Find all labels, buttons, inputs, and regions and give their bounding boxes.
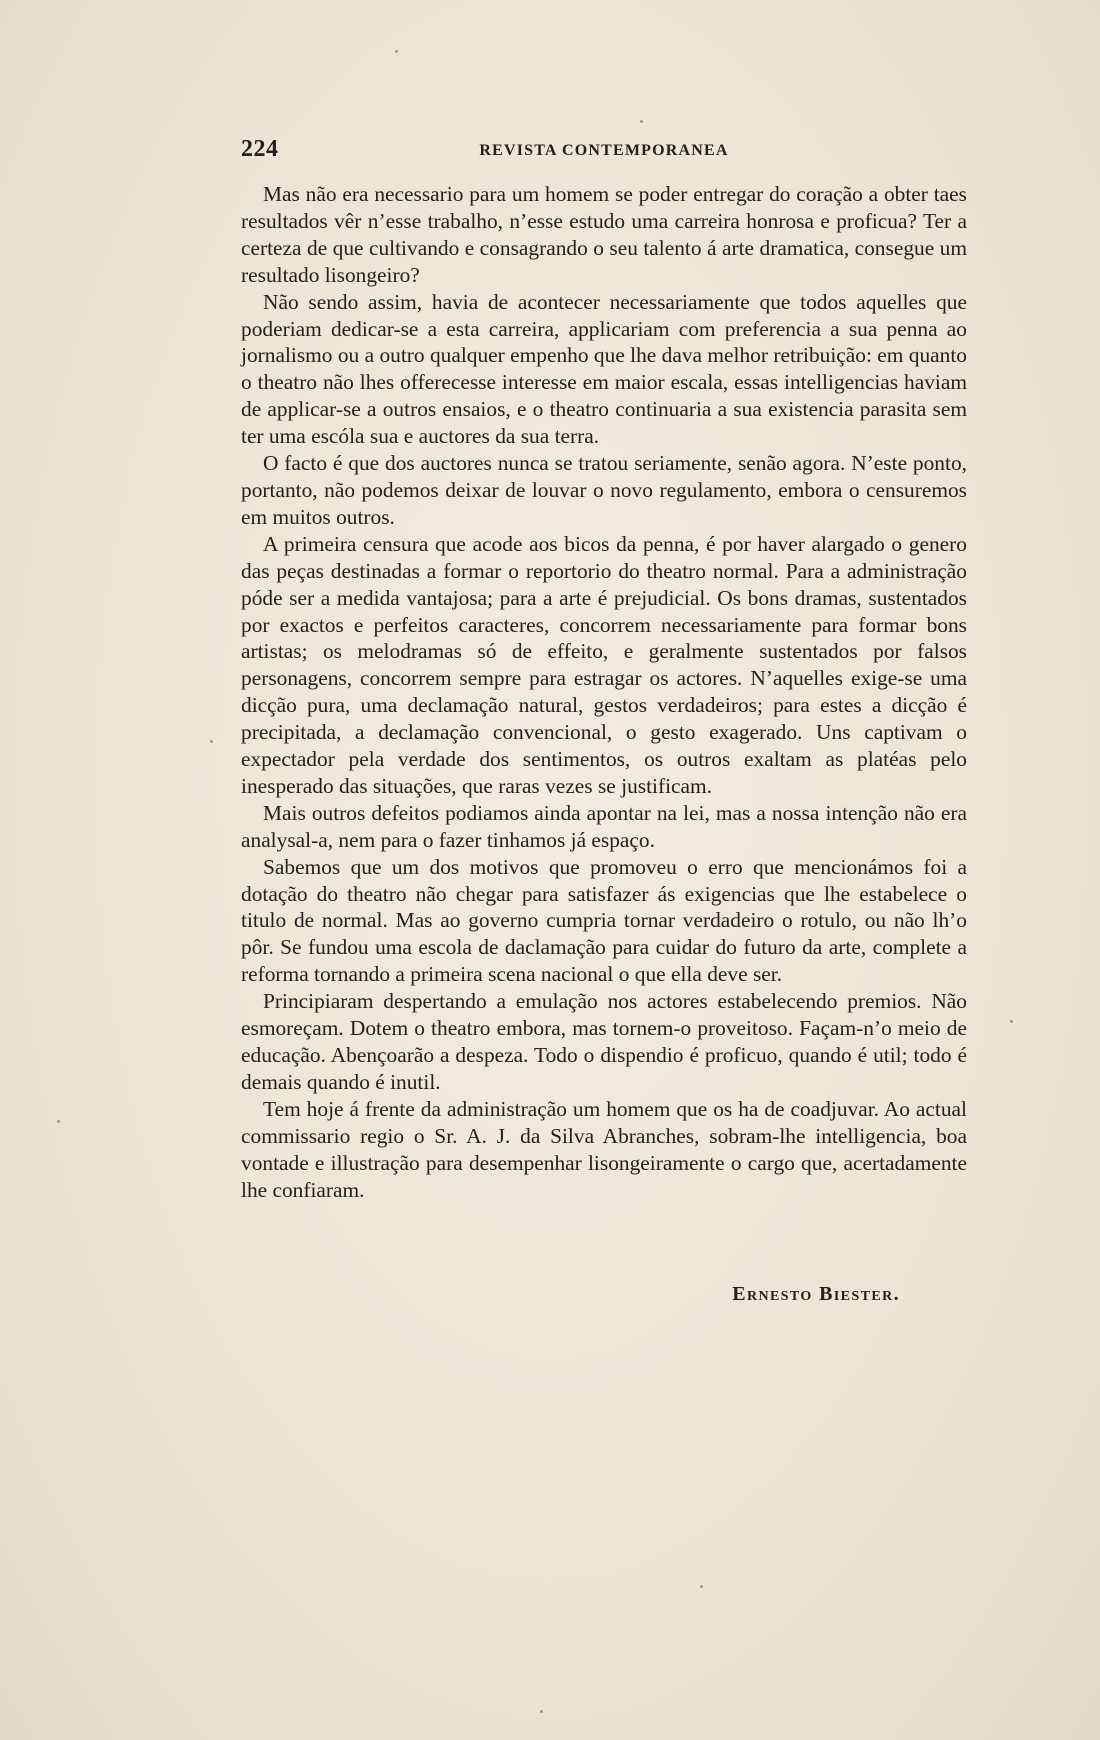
article-body xyxy=(241,181,967,1203)
author-name: Ernesto Biester. xyxy=(732,1283,900,1305)
author-signature xyxy=(600,1283,900,1306)
paragraph-4: A primeira censura que acode aos bicos da penna, é por haver alargado o genero das peças destinadas a formar o reportorio do theatro normal. Para a administração póde ser a medida vantajosa; para a arte é prejudicial. Os bons dramas, sustentados por exactos e perfeitos caracteres, concorrem necessariamente para formar bons artistas; os melodramas só de effeito, e geralmente sustentados por falsos personagens, concorrem sempre para estragar os actores. N’aquelles exige-se uma dicção pura, uma declamação natural, gestos verdadeiros; para estes a dicção é precipitada, a declamação convencional, o gesto exagerado. Uns captivam o expectador pela verdade dos sentimentos, os outros exaltam as platéas pelo inesperado das situações, que raras vezes se justificam. xyxy=(241,531,967,798)
paragraph-1: Mas não era necessario para um homem se poder entregar do coração a obter taes resultados vêr n’esse trabalho, n’esse estudo uma carreira honrosa e proficua? Ter a certeza de que cultivando e consagrando o seu talento á arte dramatica, consegue um resultado lisongeiro? xyxy=(241,182,967,287)
paper-speck xyxy=(1010,1020,1013,1023)
paper-speck xyxy=(700,1585,703,1588)
running-title: REVISTA CONTEMPORANEA xyxy=(479,142,729,159)
paper-speck xyxy=(540,1710,543,1713)
paper-speck xyxy=(57,1120,60,1123)
paragraph-8: Tem hoje á frente da administração um homem que os ha de coadjuvar. Ao actual commissario regio o Sr. A. J. da Silva Abranches, sobram-lhe intelligencia, boa vontade e illustração para desempenhar lisongeiramente o cargo que, acertadamente lhe confiaram. xyxy=(241,1096,967,1202)
page-number: 224 xyxy=(241,136,279,162)
paper-speck xyxy=(640,120,643,123)
paragraph-3: O facto é que dos auctores nunca se tratou seriamente, senão agora. N’este ponto, portanto, não podemos deixar de louvar o novo regulamento, embora o censuremos em muitos outros. xyxy=(241,451,967,529)
paragraph-6: Sabemos que um dos motivos que promoveu o erro que mencionámos foi a dotação do theatro não chegar para satisfazer ás exigencias que lhe estabelece o titulo de normal. Mas ao governo cumpria tornar verdadeiro o rotulo, ou não lh’o pôr. Se fundou uma escola de daclamação para cuidar do futuro da arte, complete a reforma tornando a primeira scena nacional o que ella deve ser. xyxy=(241,854,967,987)
paper-speck xyxy=(395,50,398,53)
paper-speck xyxy=(210,740,213,743)
paragraph-7: Principiaram despertando a emulação nos actores estabelecendo premios. Não esmoreçam. Dotem o theatro embora, mas tornem-o proveitoso. Façam-n’o meio de educação. Abençoarão a despeza. Todo o dispendio é proficuo, quando é util; todo é demais quando é inutil. xyxy=(241,989,967,1094)
page-header xyxy=(241,136,967,170)
paragraph-2: Não sendo assim, havia de acontecer necessariamente que todos aquelles que poderiam dedicar-se a esta carreira, applicariam com preferencia a sua penna ao jornalismo ou a outro qualquer empenho que lhe dava melhor retribuição: em quanto o theatro não lhes offerecesse interesse em maior escala, essas intelligencias haviam de applicar-se a outros ensaios, e o theatro continuaria a sua existencia parasita sem ter uma escóla sua e auctores da sua terra. xyxy=(241,289,967,449)
paragraph-5: Mais outros defeitos podiamos ainda apontar na lei, mas a nossa intenção não era analysal-a, nem para o fazer tinhamos já espaço. xyxy=(241,800,967,852)
